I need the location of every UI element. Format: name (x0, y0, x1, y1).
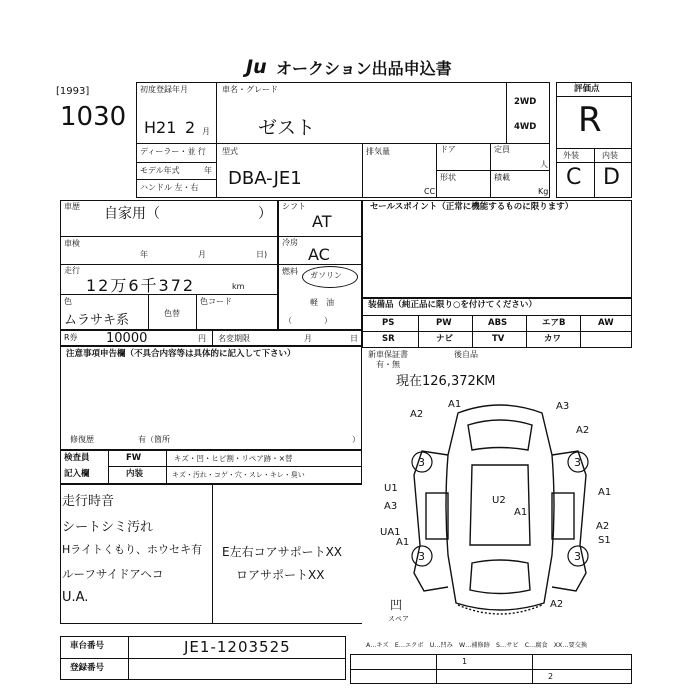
mark-s1-right-rear: S1 (598, 535, 611, 546)
equip-sr: SR (382, 334, 395, 344)
first-registration-era: H21 (144, 118, 177, 137)
handle-label: ハンドル 左・右 (140, 183, 199, 192)
doc-code: [1993] (56, 86, 90, 97)
exterior-label: 外装 (563, 151, 579, 160)
car-damage-diagram (380, 395, 620, 625)
inspector-label-2: 記入欄 (64, 469, 90, 479)
remark-line-3: Hライトくもり、ホウセキ有 (62, 543, 202, 556)
color-label: 色 (64, 297, 72, 306)
shift-value: AT (312, 212, 332, 231)
kg-unit: Kg (538, 187, 549, 196)
equip-aw: AW (598, 318, 614, 328)
capacity-label: 定員 (494, 145, 510, 154)
diesel-label: 軽 油 (310, 298, 334, 307)
sales-point-box (362, 200, 632, 298)
shift-label: シフト (282, 202, 306, 211)
spare-tire-mark: 凹 (390, 598, 403, 612)
new-car-label: 新車保証書 (368, 350, 408, 359)
damage-legend: A…キズ E…エクボ U…凹み W…補修跡 S…サビ C…腐食 XX…要交換 (366, 642, 588, 649)
model-year-unit: 年 (204, 166, 212, 175)
rating-label: 評価点 (574, 84, 600, 94)
load-label: 積載 (494, 173, 510, 182)
document-title: オークション出品申込書 (276, 59, 452, 78)
fuel-label: 燃料 (282, 267, 298, 276)
mileage-value: 12万6千372 (86, 276, 196, 295)
after-label: 後自品 (454, 350, 478, 359)
color-value: ムラサキ系 (64, 313, 130, 328)
mark-a2-right: A2 (576, 425, 590, 436)
car-name-value: ゼスト (258, 117, 316, 139)
notes-label: 注意事項申告欄（不具合内容等は具体的に記入して下さい） (66, 349, 296, 359)
equip-ps: PS (382, 318, 395, 328)
footer-small-b: 2 (548, 672, 554, 681)
door-label: ドア (440, 145, 456, 154)
sales-point-label: セールスポイント（正常に機能するものに限ります） (370, 202, 574, 212)
car-name-label: 車名・グレード (222, 85, 278, 94)
ac-label: 冷房 (282, 238, 298, 247)
history-close: ） (258, 206, 272, 222)
repair-label: 修復歴 (70, 435, 94, 444)
notes-box (60, 346, 362, 450)
recycle-yen: 円 (198, 334, 206, 343)
registration-number-label: 登録番号 (70, 663, 105, 673)
fuel-value: ガソリン (310, 271, 342, 280)
inspector-line-1: キズ・凹・ヒビ割・リペア跡・×替 (174, 454, 293, 463)
inspection-month: 月 (198, 250, 206, 259)
interior-grade: D (603, 165, 620, 190)
remark-line-4: ルーフサイドアヘコ (62, 567, 164, 581)
equip-pw: PW (436, 318, 452, 328)
remark-line-5: U.A. (62, 590, 89, 605)
color-code-label: 色コード (200, 297, 232, 306)
remark-line-1: 走行時音 (62, 494, 115, 509)
inspection-year: 年 (140, 250, 148, 259)
lot-number: 1030 (60, 102, 127, 132)
equip-navi: ナビ (436, 334, 454, 344)
cc-unit: CC (424, 187, 436, 196)
displacement-label: 排気量 (366, 147, 390, 156)
equipment-label: 装備品（純正品に限り○を付けてください） (368, 300, 537, 310)
mark-u2-roof: U2 (492, 495, 506, 506)
name-change-day: 日 (350, 334, 358, 343)
km-unit: km (232, 282, 245, 291)
inspector-label-1: 検査員 (64, 453, 90, 463)
inspector-interior: 内装 (126, 469, 144, 479)
inspector-fw: FW (126, 453, 142, 463)
chassis-label: 車台番号 (70, 641, 105, 651)
dealer-label: ディーラー・並 行 (140, 147, 206, 156)
wheel-mark-fl: 3 (418, 456, 425, 469)
name-change-month: 月 (304, 334, 312, 343)
mark-a1-front: A1 (448, 399, 462, 410)
inspector-line-2: キズ・汚れ・コゲ・穴・スレ・キレ・臭い (172, 471, 305, 479)
name-change-label: 名変期限 (218, 334, 250, 343)
mark-a2-rear: A2 (550, 599, 564, 610)
inspection-day: 日) (256, 250, 268, 259)
mark-a3-front-right: A3 (556, 401, 570, 412)
mileage-label: 走行 (64, 266, 80, 275)
brand-logo: Ju (246, 56, 267, 78)
equip-abs: ABS (488, 318, 508, 328)
drive-2wd: 2WD (514, 97, 537, 107)
color-change-label: 色替 (164, 309, 180, 318)
remark-right-1: E左右コアサポートXX (222, 545, 343, 559)
inspection-label: 車検 (64, 239, 80, 248)
first-registration-month: 2 (185, 118, 196, 137)
shape-label: 形状 (440, 173, 456, 182)
wheel-mark-rl: 3 (418, 550, 425, 563)
repair-value: 有（箇所 (138, 435, 170, 444)
interior-label: 内装 (602, 151, 618, 160)
remark-line-2: シートシミ汚れ (62, 520, 154, 535)
equip-tv: TV (492, 334, 505, 344)
recycle-label: R券 (64, 333, 78, 342)
mark-u1-left: U1 (384, 483, 398, 494)
model-year-label: モデル年式 (140, 166, 180, 175)
new-car-value: 有・無 (376, 360, 400, 369)
history-value: 自家用（ (104, 206, 160, 222)
type-label: 型式 (222, 147, 238, 156)
fuel-paren: （ ） (284, 316, 332, 325)
remark-right-2: ロアサポートXX (236, 568, 325, 582)
spare-tire-label: スペア (388, 615, 409, 623)
first-registration-label: 初度登録年月 (140, 85, 188, 94)
registration-table (136, 82, 550, 198)
drive-4wd: 4WD (514, 122, 537, 132)
mark-a2-right-rear: A2 (596, 521, 610, 532)
month-unit: 月 (202, 127, 210, 136)
mark-a3-left: A3 (384, 501, 398, 512)
equip-airbag: エアB (542, 318, 566, 328)
equip-leather: カワ (544, 334, 562, 344)
mark-a1-right-door: A1 (598, 487, 612, 498)
chassis-value: JE1-1203525 (184, 638, 291, 656)
capacity-unit: 人 (540, 160, 548, 169)
mileage-note: 現在126,372KM (396, 374, 496, 389)
history-label: 車歴 (64, 202, 80, 211)
mark-a1-roof: A1 (514, 507, 528, 518)
wheel-mark-rr: 3 (574, 550, 581, 563)
footer-small-a: 1 (462, 657, 468, 666)
mark-a1-left-rear: A1 (396, 537, 410, 548)
mark-ua1-left: UA1 (380, 527, 401, 538)
mark-a2-front-left: A2 (410, 409, 424, 420)
wheel-mark-fr: 3 (574, 456, 581, 469)
ac-value: AC (308, 245, 330, 264)
exterior-grade: C (566, 165, 582, 190)
rating-score: R (578, 100, 602, 140)
type-value: DBA-JE1 (228, 168, 302, 189)
repair-close: ） (352, 435, 360, 444)
recycle-value: 10000 (106, 331, 148, 346)
